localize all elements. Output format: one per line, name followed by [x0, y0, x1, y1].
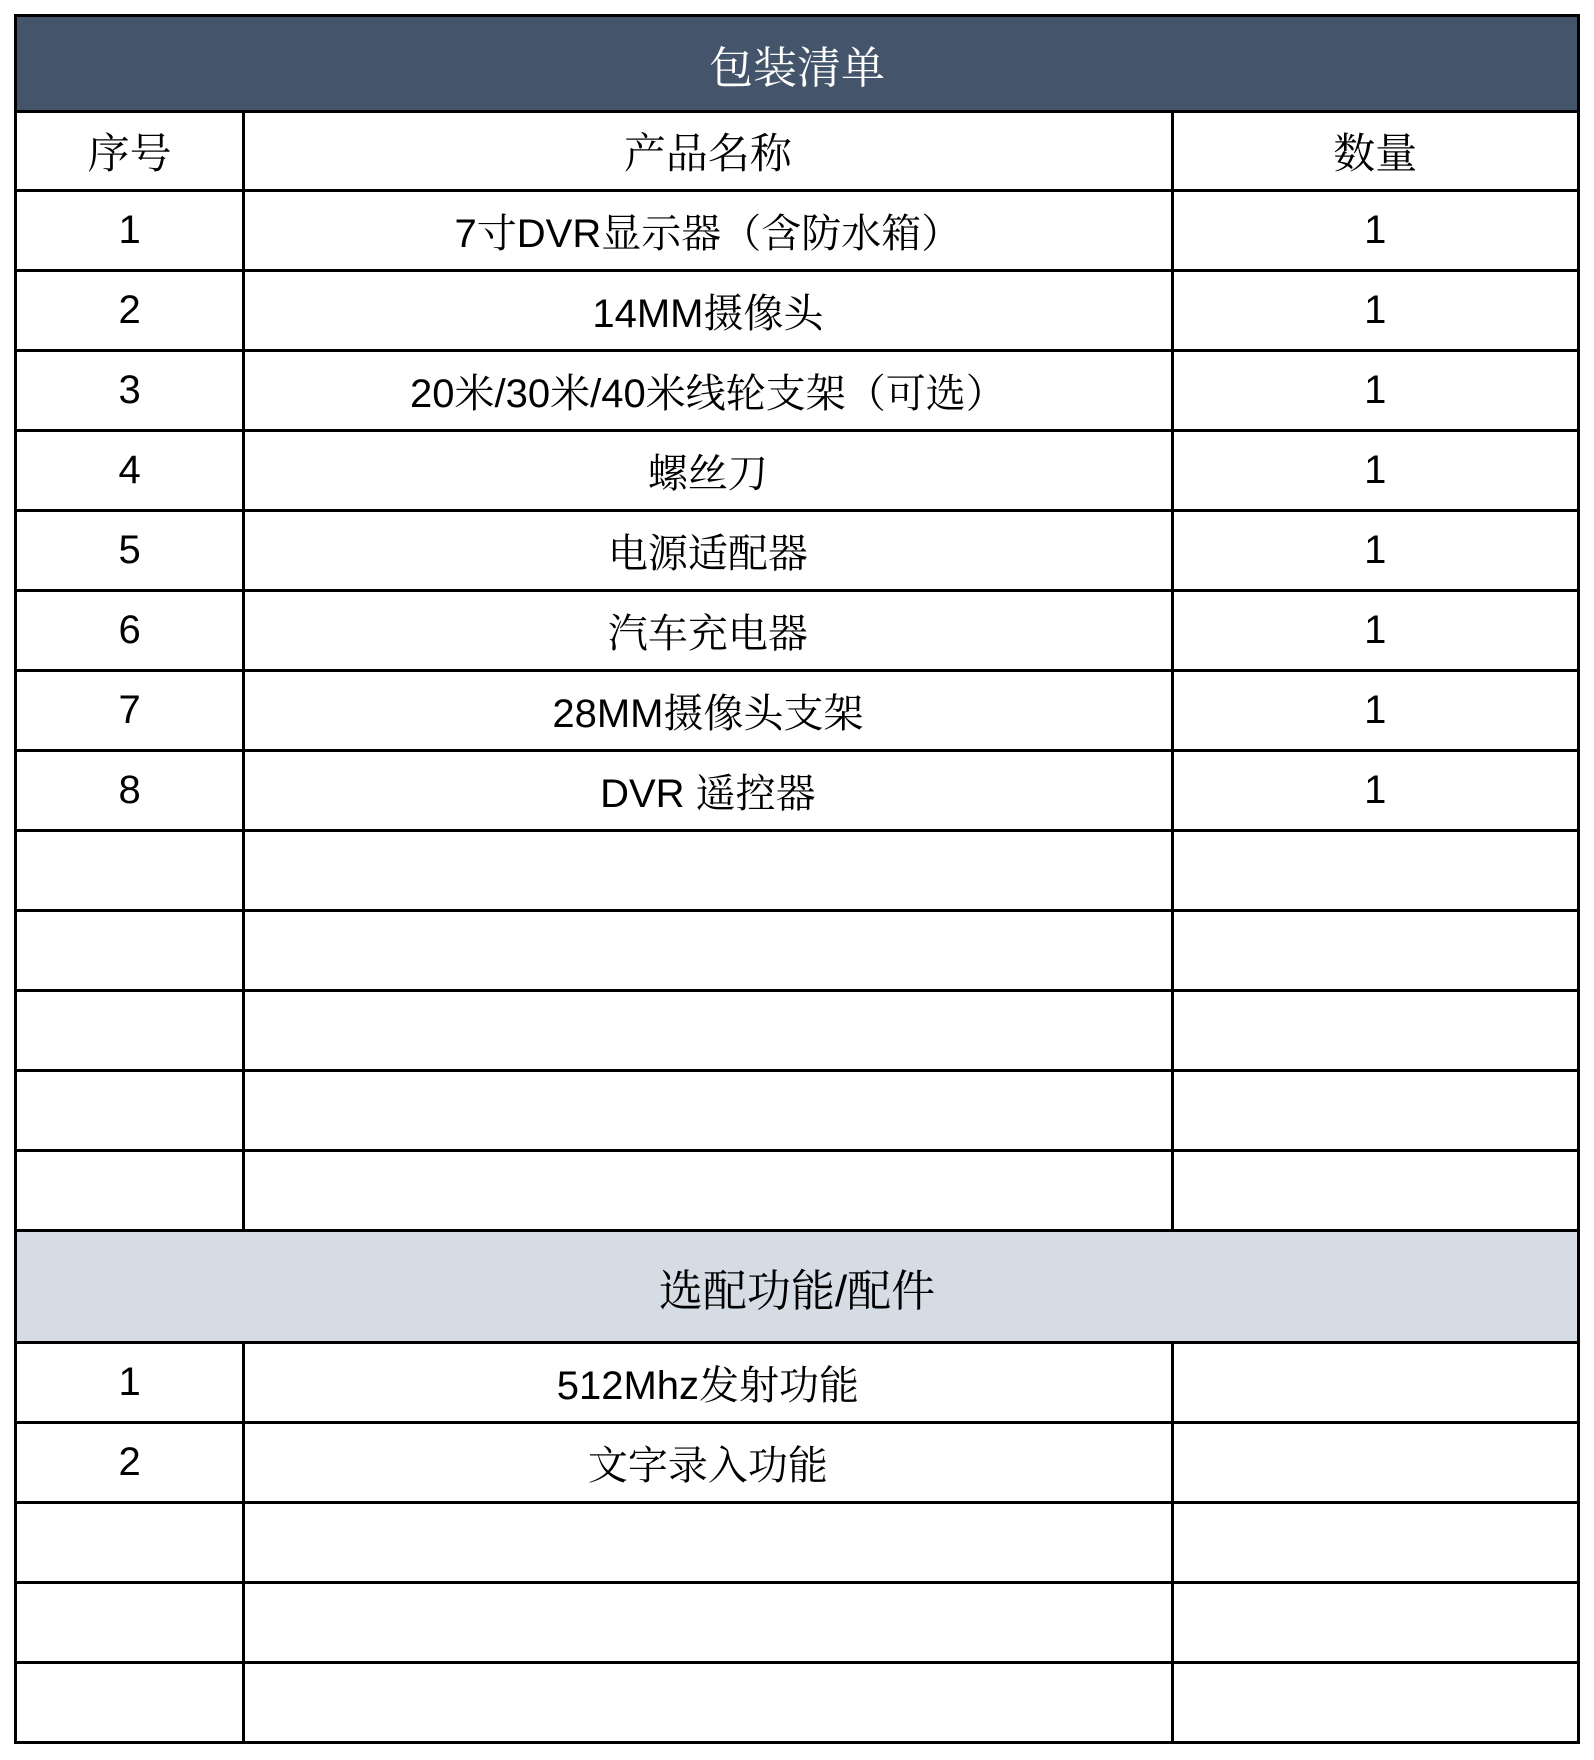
cell-product-name: [244, 1151, 1172, 1231]
cell-serial: 1: [16, 1343, 244, 1423]
table-row: [16, 271, 1579, 351]
cell-serial: 2: [16, 271, 244, 351]
cell-quantity: [1172, 1583, 1578, 1663]
cell-serial: 4: [16, 431, 244, 511]
cell-product-name: [244, 1503, 1172, 1583]
cell-quantity: [1172, 1071, 1578, 1151]
cell-quantity: 1: [1172, 591, 1578, 671]
cell-quantity: [1172, 1503, 1578, 1583]
cell-product-name: [244, 991, 1172, 1071]
cell-serial: 6: [16, 591, 244, 671]
cell-product-name: [244, 1583, 1172, 1663]
table-row: [16, 751, 1579, 831]
cell-product-name: DVR 遥控器: [244, 751, 1172, 831]
cell-serial: 5: [16, 511, 244, 591]
cell-serial: 8: [16, 751, 244, 831]
cell-serial: [16, 1071, 244, 1151]
table-row: [16, 591, 1579, 671]
cell-quantity: 1: [1172, 271, 1578, 351]
cell-quantity: [1172, 831, 1578, 911]
cell-quantity: [1172, 991, 1578, 1071]
column-header-quantity: 数量: [1172, 112, 1578, 191]
cell-product-name: 文字录入功能: [244, 1423, 1172, 1503]
cell-quantity: 1: [1172, 431, 1578, 511]
cell-serial: 1: [16, 191, 244, 271]
cell-product-name: 512Mhz发射功能: [244, 1343, 1172, 1423]
cell-quantity: [1172, 1423, 1578, 1503]
cell-product-name: 28MM摄像头支架: [244, 671, 1172, 751]
optional-section-header-row: [16, 1231, 1579, 1343]
empty-table-row: [16, 831, 1579, 911]
cell-product-name: [244, 1663, 1172, 1743]
table-row: [16, 671, 1579, 751]
empty-table-row: [16, 991, 1579, 1071]
table-row: [16, 431, 1579, 511]
cell-serial: [16, 911, 244, 991]
cell-serial: [16, 1583, 244, 1663]
cell-serial: 3: [16, 351, 244, 431]
cell-quantity: 1: [1172, 751, 1578, 831]
packing-list-title: 包装清单: [16, 16, 1579, 112]
cell-serial: [16, 1663, 244, 1743]
cell-product-name: 汽车充电器: [244, 591, 1172, 671]
cell-product-name: [244, 1071, 1172, 1151]
cell-product-name: 电源适配器: [244, 511, 1172, 591]
packing-list-table: [14, 14, 1580, 1744]
empty-table-row: [16, 1503, 1579, 1583]
cell-product-name: 7寸DVR显示器（含防水箱）: [244, 191, 1172, 271]
column-header-serial: 序号: [16, 112, 244, 191]
cell-serial: [16, 1503, 244, 1583]
empty-table-row: [16, 1663, 1579, 1743]
empty-table-row: [16, 1071, 1579, 1151]
optional-section-title: 选配功能/配件: [16, 1231, 1579, 1343]
cell-quantity: 1: [1172, 191, 1578, 271]
cell-quantity: [1172, 1151, 1578, 1231]
table-row: [16, 351, 1579, 431]
cell-serial: 7: [16, 671, 244, 751]
cell-quantity: [1172, 911, 1578, 991]
cell-quantity: [1172, 1663, 1578, 1743]
column-header-row: [16, 112, 1579, 191]
empty-table-row: [16, 911, 1579, 991]
cell-product-name: [244, 831, 1172, 911]
empty-table-row: [16, 1583, 1579, 1663]
cell-product-name: 螺丝刀: [244, 431, 1172, 511]
table-row: [16, 1423, 1579, 1503]
cell-serial: [16, 991, 244, 1071]
title-row: [16, 16, 1579, 112]
empty-table-row: [16, 1151, 1579, 1231]
table-row: [16, 1343, 1579, 1423]
column-header-product-name: 产品名称: [244, 112, 1172, 191]
cell-product-name: 14MM摄像头: [244, 271, 1172, 351]
cell-serial: [16, 831, 244, 911]
cell-quantity: 1: [1172, 351, 1578, 431]
cell-serial: 2: [16, 1423, 244, 1503]
cell-quantity: [1172, 1343, 1578, 1423]
cell-product-name: 20米/30米/40米线轮支架（可选）: [244, 351, 1172, 431]
table-row: [16, 191, 1579, 271]
cell-serial: [16, 1151, 244, 1231]
cell-quantity: 1: [1172, 671, 1578, 751]
cell-quantity: 1: [1172, 511, 1578, 591]
cell-product-name: [244, 911, 1172, 991]
table-row: [16, 511, 1579, 591]
